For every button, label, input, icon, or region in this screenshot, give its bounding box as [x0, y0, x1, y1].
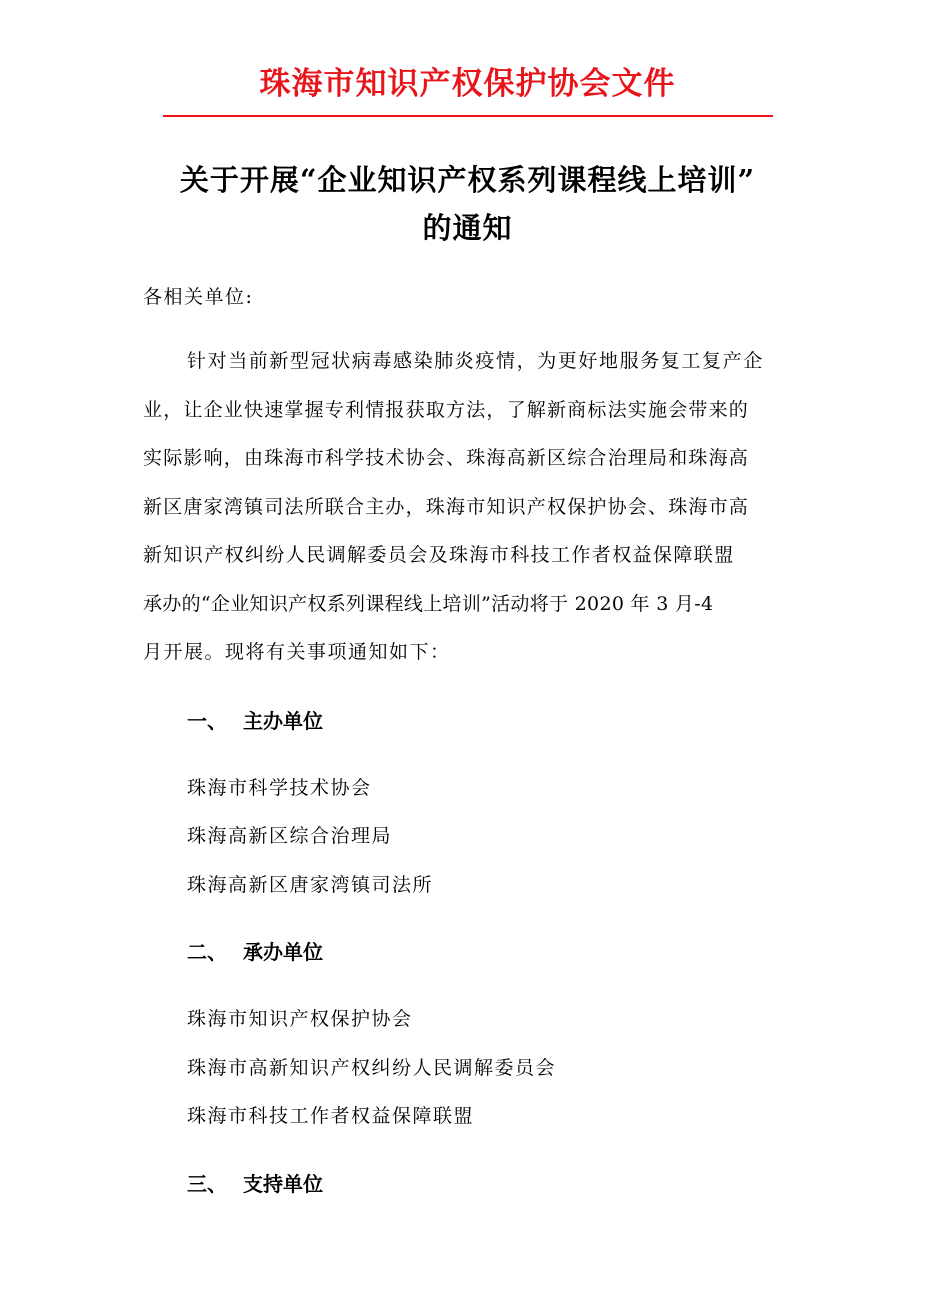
document-title-line-2: 的通知	[422, 211, 513, 245]
section-number: 三、	[187, 1172, 227, 1196]
letterhead-divider	[163, 115, 773, 117]
section-number: 一、	[187, 709, 227, 733]
body-line: 新区唐家湾镇司法所联合主办，珠海市知识产权保护协会、珠海市高	[143, 496, 750, 518]
document-title-line-1: 关于开展“企业知识产权系列课程线上培训”	[179, 163, 756, 197]
section-number: 二、	[187, 940, 227, 964]
list-item: 珠海市科学技术协会	[187, 777, 372, 799]
section-heading	[187, 937, 323, 967]
list-item: 珠海市高新知识产权纠纷人民调解委员会	[187, 1057, 557, 1079]
section-title: 承办单位	[243, 940, 323, 964]
body-line: 新知识产权纠纷人民调解委员会及珠海市科技工作者权益保障联盟	[143, 544, 735, 566]
section-heading	[187, 1169, 323, 1199]
list-item: 珠海高新区综合治理局	[187, 825, 393, 847]
letterhead-title: 珠海市知识产权保护协会文件	[259, 66, 676, 102]
section-title: 主办单位	[243, 709, 323, 733]
section-heading	[187, 706, 323, 736]
body-line: 实际影响，由珠海市科学技术协会、珠海高新区综合治理局和珠海高	[143, 447, 750, 469]
list-item: 珠海市科技工作者权益保障联盟	[187, 1105, 475, 1127]
body-line: 承办的“企业知识产权系列课程线上培训”活动将于 2020 年 3 月-4	[143, 593, 714, 615]
salutation: 各相关单位:	[143, 286, 254, 308]
list-item: 珠海市知识产权保护协会	[187, 1008, 413, 1030]
body-line: 月开展。现将有关事项通知如下：	[143, 641, 451, 663]
list-item: 珠海高新区唐家湾镇司法所	[187, 874, 434, 896]
body-line: 针对当前新型冠状病毒感染肺炎疫情，为更好地服务复工复产企	[187, 350, 764, 372]
body-line: 业，让企业快速掌握专利情报获取方法，了解新商标法实施会带来的	[143, 399, 750, 421]
section-title: 支持单位	[243, 1172, 323, 1196]
